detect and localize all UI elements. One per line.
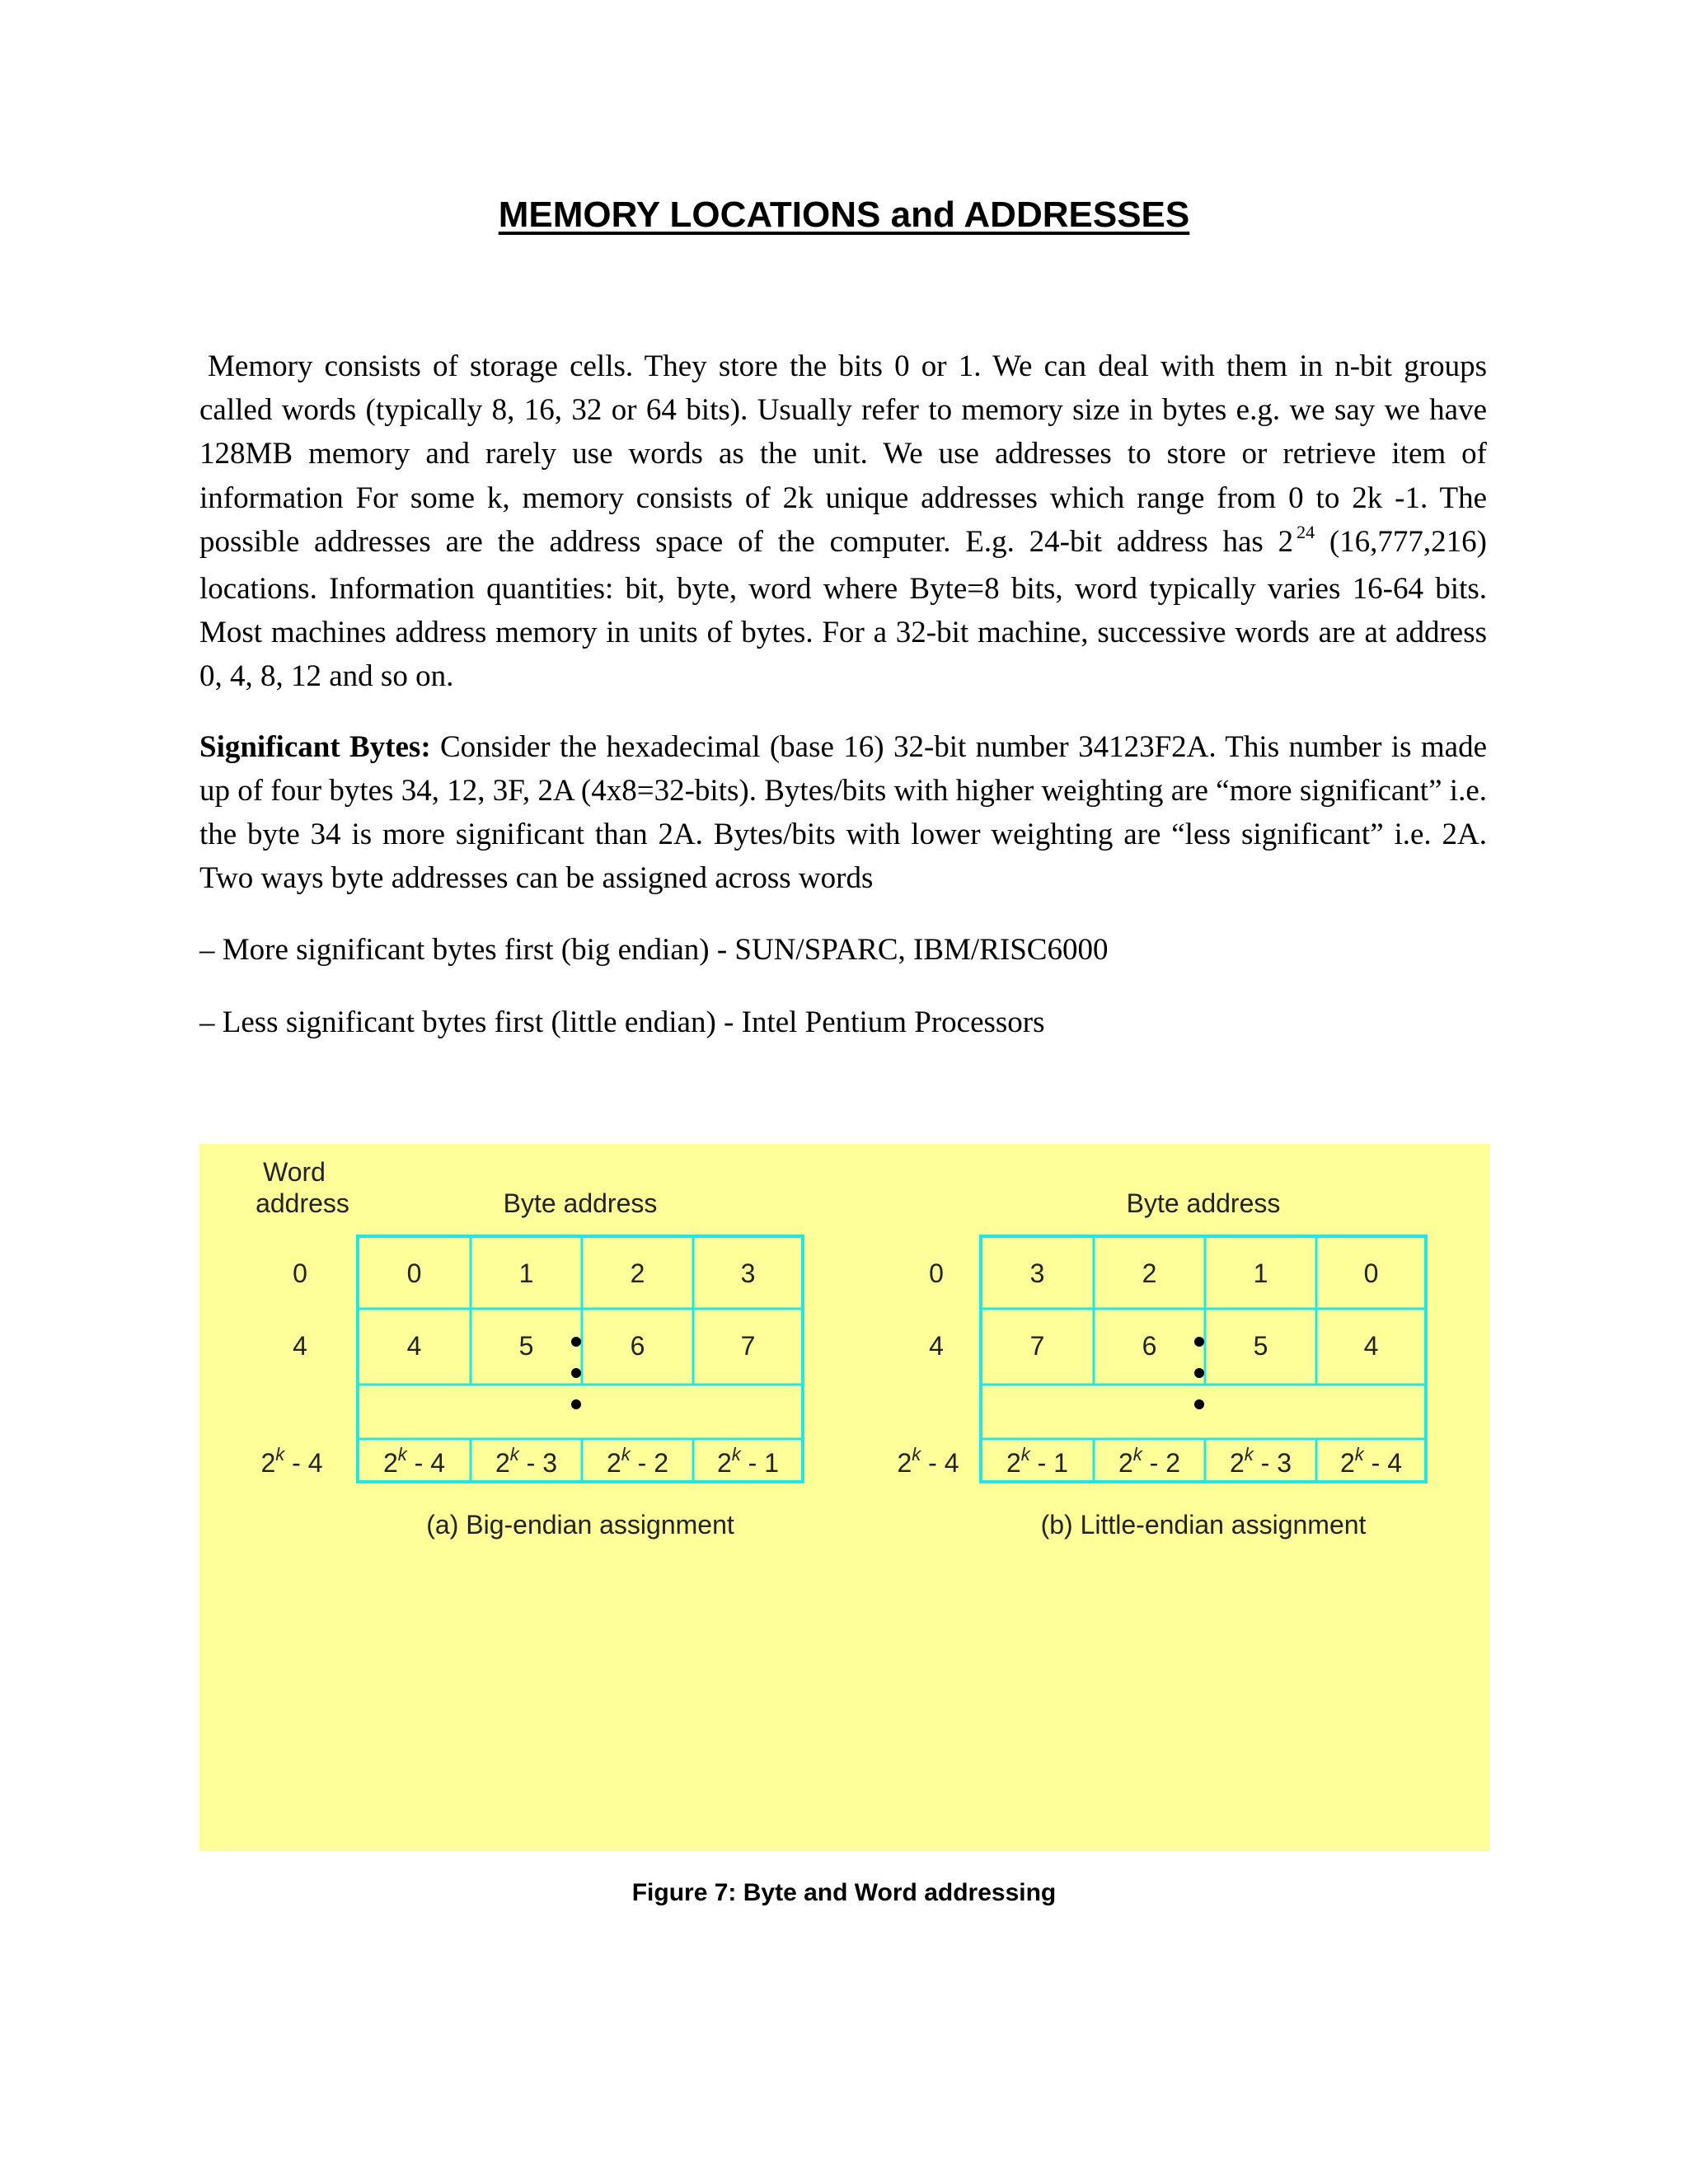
endian-figure — [199, 1144, 1490, 1851]
little-endian-byte-cell: 7 — [1029, 1331, 1045, 1361]
big-endian-byte-cell: 3 — [740, 1258, 756, 1288]
big-endian-word-address-label: 0 — [293, 1258, 307, 1288]
little-endian-byte-cell: 6 — [1142, 1331, 1157, 1361]
figure-caption: Figure 7: Byte and Word addressing — [631, 1879, 1057, 1906]
little-endian-byte-cell: 4 — [1363, 1331, 1379, 1361]
little-endian-byte-cell: 1 — [1253, 1258, 1268, 1288]
big-endian-ellipsis-dot — [571, 1399, 581, 1409]
paragraph-memory-part1: Memory consists of storage cells. They store the bits 0 or 1. We can deal with them in n-bit groups called words (typically 8, 16, 32 or 64 bits). Usually refer to memory size in bytes e.g. we say we have 128MB memory and rarely use words as the unit. We use addresses to store or retrieve item of information For some k, memory consists of 2k unique addresses which range from 0 to 2k -1. The possible addresses are the address space of the computer. E.g. 24-bit address has 2 — [199, 349, 1487, 559]
little-endian-last-byte-cell: 2$^k$ - 2 — [1118, 1444, 1181, 1478]
paragraph-memory — [199, 344, 1487, 699]
little-endian-byte-cell: 2 — [1142, 1258, 1157, 1288]
little-endian-byte-address-label: Byte address — [1126, 1188, 1281, 1218]
little-endian-last-byte-cell: 2$^k$ - 1 — [1006, 1444, 1069, 1478]
big-endian-byte-address-label: Byte address — [503, 1188, 658, 1218]
word-address-label-line1: Word — [263, 1157, 326, 1187]
big-endian-last-byte-cell: 2$^k$ - 4 — [382, 1444, 446, 1478]
little-endian-ellipsis-dot — [1194, 1368, 1204, 1378]
big-endian-byte-cell: 6 — [630, 1331, 645, 1361]
big-endian-caption: (a) Big-endian assignment — [426, 1510, 734, 1540]
little-endian-byte-cell: 5 — [1253, 1331, 1268, 1361]
little-endian-last-byte-cell: 2$^k$ - 4 — [1339, 1444, 1403, 1478]
word-address-label-line2: address — [256, 1188, 349, 1218]
little-endian-last-byte-cell: 2$^k$ - 3 — [1229, 1444, 1292, 1478]
big-endian-byte-cell: 0 — [406, 1258, 422, 1288]
little-endian-byte-cell: 3 — [1029, 1258, 1045, 1288]
significant-bytes-text: Consider the hexadecimal (base 16) 32-bit number 34123F2A. This number is made up of four bytes 34, 12, 3F, 2A (4x8=32-bits). Bytes/bits with higher weighting are “more significant” i.e. the byte 34 is more significant than 2A. Bytes/bits with lower weighting are “less significant” i.e. 2A. Two ways byte addresses can be assigned across words — [199, 729, 1487, 896]
big-endian-byte-cell: 7 — [740, 1331, 756, 1361]
significant-bytes-heading: Significant Bytes: — [199, 729, 431, 764]
big-endian-ellipsis-dot — [571, 1337, 581, 1347]
little-endian-ellipsis-dot — [1194, 1399, 1204, 1409]
paragraph-significant-bytes — [199, 725, 1487, 901]
page-title: MEMORY LOCATIONS and ADDRESSES — [498, 194, 1190, 235]
endian-diagram — [199, 1144, 1490, 1851]
little-endian-word-address-label: 0 — [929, 1258, 944, 1288]
big-endian-last-byte-cell: 2$^k$ - 3 — [495, 1444, 558, 1478]
little-endian-word-address-label: 4 — [929, 1331, 944, 1361]
little-endian-last-word-address-label: 2$^k$ - 4 — [897, 1444, 959, 1478]
big-endian-byte-cell: 4 — [406, 1331, 422, 1361]
big-endian-last-word-address-label: 2$^k$ - 4 — [260, 1444, 323, 1478]
little-endian-caption: (b) Little-endian assignment — [1040, 1510, 1367, 1540]
big-endian-byte-cell: 2 — [630, 1258, 645, 1288]
paragraph-memory-part2: (16,777,216) locations. Information quantities: bit, byte, word where Byte=8 bits, word typically varies 16-64 bits. Most machines address memory in units of bytes. For a 32-bit machine, successive words are at address 0, 4, 8, 12 and so on. — [199, 524, 1487, 694]
big-endian-last-byte-cell: 2$^k$ - 1 — [716, 1444, 780, 1478]
little-endian-ellipsis-dot — [1194, 1337, 1204, 1347]
big-endian-last-byte-cell: 2$^k$ - 2 — [606, 1444, 669, 1478]
big-endian-ellipsis-dot — [571, 1368, 581, 1378]
little-endian-byte-cell: 0 — [1363, 1258, 1379, 1288]
big-endian-word-address-label: 4 — [293, 1331, 307, 1361]
big-endian-byte-cell: 1 — [518, 1258, 534, 1288]
big-endian-byte-cell: 5 — [518, 1331, 534, 1361]
exponent-superscript: 24 — [1296, 521, 1315, 542]
body-text — [199, 344, 1487, 1044]
list-item-big-endian: – More significant bytes first (big endian) - SUN/SPARC, IBM/RISC6000 — [199, 933, 1109, 968]
list-item-little-endian: – Less significant bytes first (little endian) - Intel Pentium Processors — [199, 1005, 1045, 1039]
